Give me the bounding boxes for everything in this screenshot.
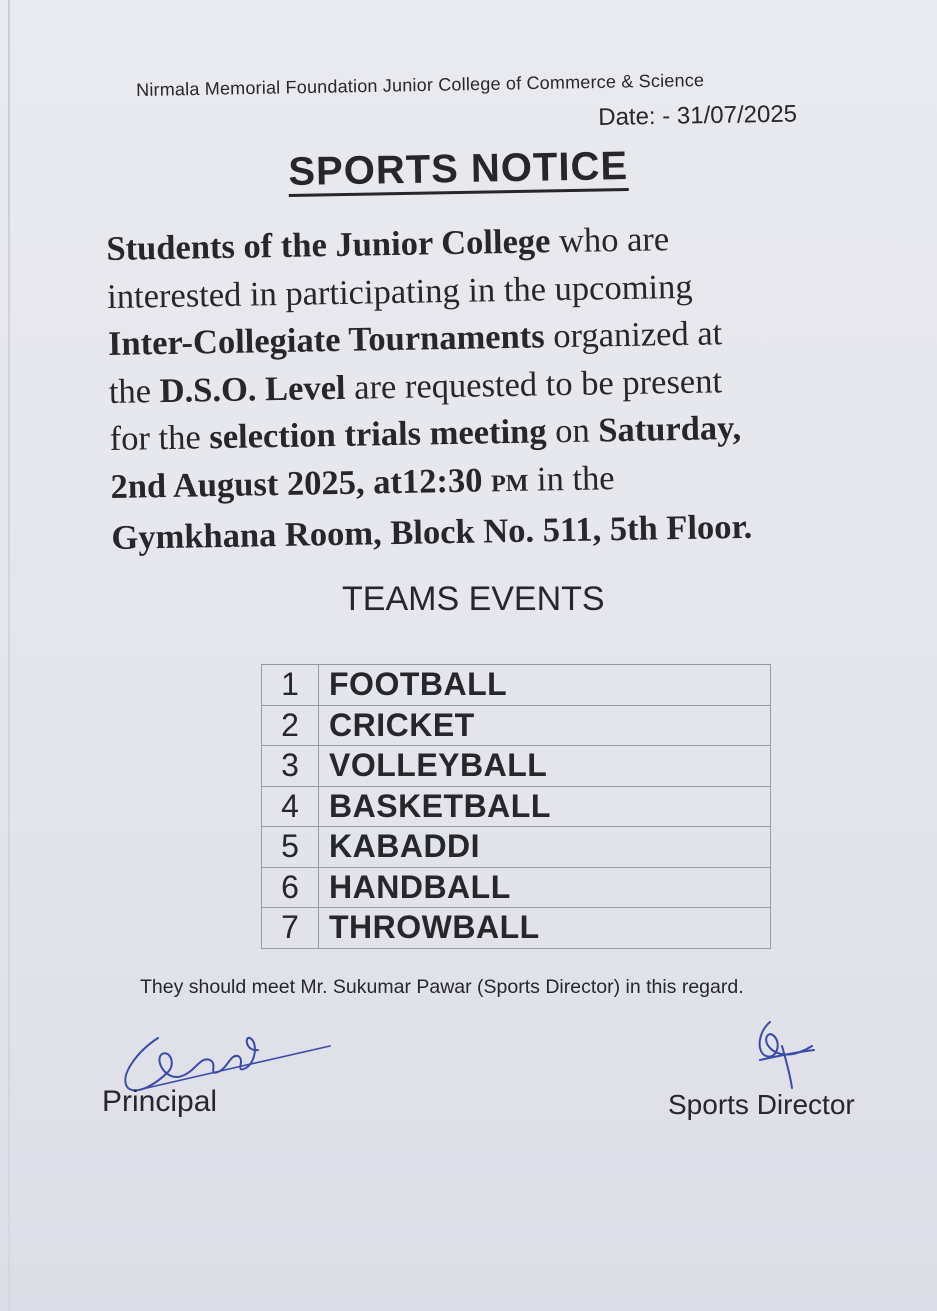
body-line-6-space [482, 461, 491, 499]
body-line-7-bold: Gymkhana Room, Block No. 511, 5th Floor. [111, 507, 753, 557]
body-line-4-rest: are requested to be present [345, 361, 723, 407]
body-line-3-bold: Inter-Collegiate Tournaments [107, 317, 545, 363]
table-row [262, 705, 771, 746]
event-number: 2 [262, 705, 319, 746]
body-line-5-bold: selection trials meeting [209, 412, 547, 457]
table-row [262, 908, 771, 949]
table-row [262, 786, 771, 827]
body-line-5-pre: for the [109, 418, 210, 458]
event-name: KABADDI [319, 827, 771, 868]
table-row [262, 746, 771, 787]
director-signature-icon [752, 1016, 822, 1091]
body-line-4-pre: the [108, 371, 160, 411]
event-number: 5 [262, 827, 319, 868]
body-line-5-bold2: Saturday, [597, 408, 742, 450]
principal-label: Principal [102, 1085, 218, 1118]
body-line-6-rest: in the [527, 458, 615, 499]
event-name: CRICKET [319, 705, 771, 746]
body-line-1-rest: who are [550, 220, 670, 261]
body-line-2: interested in participating in the upcoming [106, 267, 693, 316]
event-name: BASKETBALL [319, 786, 771, 827]
events-table [261, 664, 771, 949]
body-line-5-mid: on [546, 411, 599, 451]
event-name: HANDBALL [319, 867, 771, 908]
sports-director-label: Sports Director [668, 1089, 855, 1120]
body-line-1-bold: Students of the Junior College [106, 222, 551, 268]
notice-date: Date: - 31/07/2025 [598, 100, 798, 131]
table-row [262, 827, 771, 868]
event-number: 6 [262, 867, 319, 908]
event-number: 3 [262, 746, 319, 787]
body-line-6-bold: 2nd August 2025, at12:30 [110, 460, 483, 506]
college-name: Nirmala Memorial Foundation Junior College of Commerce & Science [136, 70, 705, 100]
event-name: THROWBALL [319, 908, 771, 949]
teams-events-heading: TEAMS EVENTS [342, 580, 605, 618]
meet-instruction: They should meet Mr. Sukumar Pawar (Sports Director) in this regard. [140, 976, 744, 998]
body-line-4-bold: D.S.O. Level [159, 368, 346, 410]
body-line-3-rest: organized at [544, 314, 723, 356]
body-line-6-pm: PM [490, 470, 529, 497]
event-name: FOOTBALL [319, 665, 771, 706]
event-number: 4 [262, 786, 319, 827]
event-number: 1 [262, 665, 319, 706]
principal-signature-icon [118, 1016, 338, 1096]
event-name: VOLLEYBALL [319, 746, 771, 787]
paper-fold-edge [8, 0, 10, 1311]
table-row [262, 665, 771, 706]
notice-title: SPORTS NOTICE [288, 144, 628, 197]
notice-body [106, 212, 902, 562]
event-number: 7 [262, 908, 319, 949]
table-row [262, 867, 771, 908]
